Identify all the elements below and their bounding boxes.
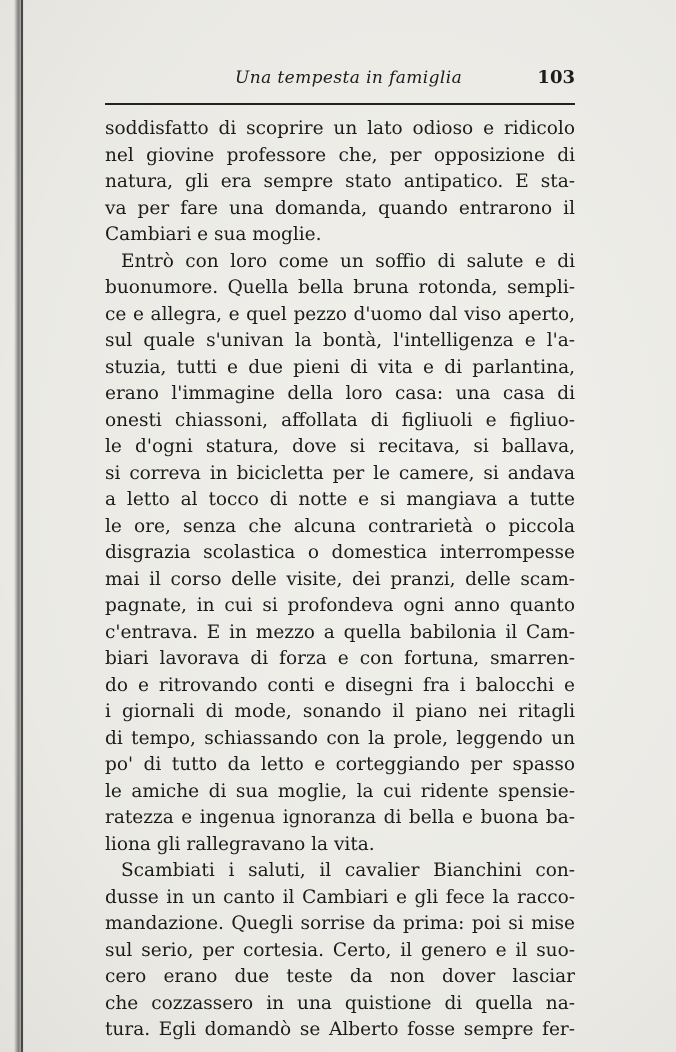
- text-line: liona gli rallegravano la vita.: [105, 833, 375, 855]
- text-line: natura, gli era sempre stato antipatico. E sta-: [105, 171, 575, 192]
- text-line: si correva in bicicletta per le camere, si andava: [105, 462, 575, 484]
- text-line: Scambiati i saluti, il cavalier Bianchini con-: [121, 860, 575, 881]
- text-line: che cozzassero in una quistione di quella na-: [105, 992, 575, 1014]
- text-line: stuzia, tutti e due pieni di vita e di parlantina,: [105, 356, 575, 378]
- text-line: le d'ogni statura, dove si recitava, si ballava,: [105, 436, 575, 457]
- text-line: do e ritrovando conti e disegni fra i balocchi e: [105, 674, 575, 696]
- text-line: biari lavorava di forza e con fortuna, smarren-: [105, 648, 575, 669]
- text-line: sul serio, per cortesia. Certo, il genero e il suo-: [105, 939, 575, 961]
- binding-edge: [21, 0, 23, 1052]
- text-line: a letto al tocco di notte e si mangiava a tutte: [105, 489, 575, 510]
- text-line: disgrazia scolastica o domestica interrompesse: [105, 542, 575, 563]
- text-line: soddisfatto di scoprire un lato odioso e ridicolo: [105, 118, 575, 139]
- text-line: nel giovine professore che, per opposizione di: [105, 144, 575, 166]
- text-line: i giornali di mode, sonando il piano nei ritagli: [105, 701, 575, 722]
- running-title: Una tempesta in famiglia: [235, 68, 463, 88]
- text-line: dusse in un canto il Cambiari e gli fece la racco-: [105, 886, 575, 908]
- text-line: onesti chiassoni, affollata di figliuoli e figliuo-: [105, 409, 575, 431]
- text-line: tura. Egli domandò se Alberto fosse sempre fer-: [105, 1019, 575, 1040]
- text-line: le amiche di sua moglie, la cui ridente spensie-: [105, 780, 575, 802]
- header-rule: [105, 103, 575, 105]
- text-line: c'entrava. E in mezzo a quella babilonia il Cam-: [105, 621, 575, 643]
- body-text: [105, 116, 575, 1044]
- text-line: Cambiari e sua moglie.: [105, 224, 322, 245]
- text-line: sul quale s'univan la bontà, l'intelligenza e l'a-: [105, 330, 575, 351]
- text-line: po' di tutto da letto e corteggiando per spasso: [105, 754, 575, 775]
- text-line: buonumore. Quella bella bruna rotonda, sempli-: [105, 277, 575, 298]
- text-line: mai il corso delle visite, dei pranzi, delle scam-: [105, 568, 575, 590]
- text-line: le ore, senza che alcuna contrarietà o piccola: [105, 515, 575, 537]
- text-line: erano l'immagine della loro casa: una casa di: [105, 383, 575, 404]
- text-line: ratezza e ingenua ignoranza di bella e buona ba-: [105, 807, 575, 828]
- text-line: mandazione. Quegli sorrise da prima: poi si mise: [105, 913, 575, 934]
- text-line: di tempo, schiassando con la prole, leggendo un: [105, 727, 575, 749]
- text-line: pagnate, in cui si profondeva ogni anno quanto: [105, 595, 575, 616]
- text-line: va per fare una domanda, quando entrarono il: [105, 197, 575, 219]
- text-line: Entrò con loro come un soffio di salute e di: [121, 250, 575, 272]
- text-line: cero erano due teste da non dover lasciar: [105, 966, 575, 987]
- page-header: [105, 66, 575, 96]
- page-number: 103: [537, 67, 575, 88]
- text-line: ce e allegra, e quel pezzo d'uomo dal viso aperto,: [105, 303, 575, 325]
